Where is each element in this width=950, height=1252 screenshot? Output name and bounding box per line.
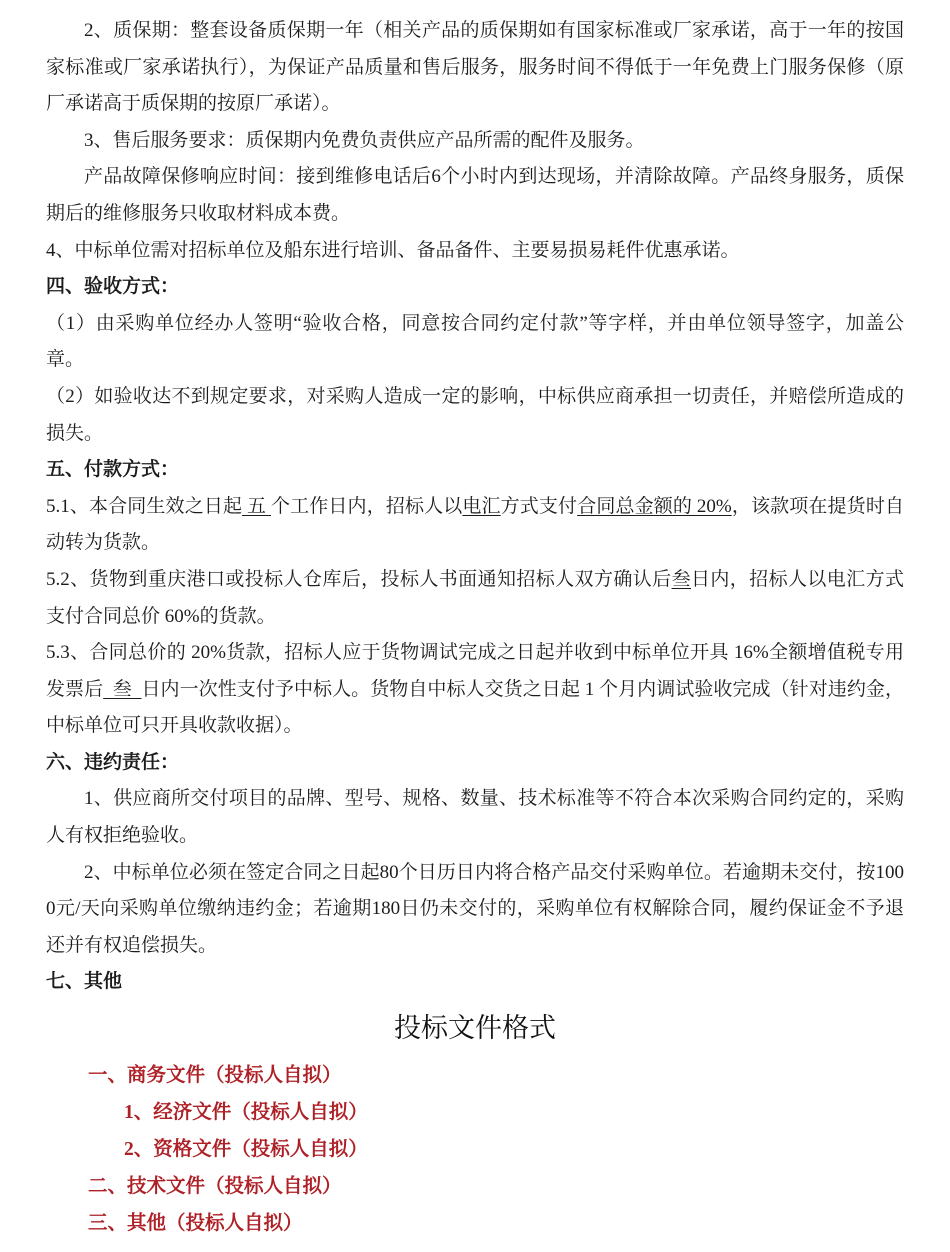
clause-acceptance-2: （2）如验收达不到规定要求，对采购人造成一定的影响，中标供应商承担一切责任，并赔偿所造成的损失。 [46, 385, 904, 444]
heading-payment-method: 五、付款方式： [46, 459, 180, 481]
bid-document-format-title: 投标文件格式 [394, 1013, 556, 1044]
clause-payment-5-1 [46, 489, 904, 562]
outline-item-technical-documents: 二、技术文件（投标人自拟） [88, 1176, 342, 1198]
clause-warranty-period: 2、质保期：整套设备质保期一年（相关产品的质保期如有国家标准或厂家承诺，高于一年的按国家标准或厂家承诺执行），为保证产品质量和售后服务，服务时间不得低于一年免费上门服务保修（原厂承诺高于质保期的按原厂承诺）。 [46, 20, 904, 115]
clause-acceptance-1: （1）由采购单位经办人签明“验收合格，同意按合同约定付款”等字样，并由单位领导签字，加盖公章。 [46, 312, 904, 371]
heading-breach-liability: 六、违约责任： [46, 751, 180, 773]
clause-breach-2: 2、中标单位必须在签定合同之日起80个日历日内将合格产品交付采购单位。若逾期未交付，按1000元/天向采购单位缴纳违约金；若逾期180日仍未交付的，采购单位有权解除合同，履约保证金不予退还并有权追偿损失。 [46, 861, 904, 956]
payment-5-1-text: 方式支付 [500, 495, 578, 517]
outline-item-qualification-documents: 2、资格文件（投标人自拟） [124, 1139, 368, 1161]
clause-training-commitment: 4、中标单位需对招标单位及船东进行培训、备品备件、主要易损易耗件优惠承诺。 [46, 239, 740, 261]
clause-breach-1: 1、供应商所交付项目的品牌、型号、规格、数量、技术标准等不符合本次采购合同约定的，采购人有权拒绝验收。 [46, 788, 904, 847]
payment-5-3-blank-days: 叁 [103, 678, 142, 700]
payment-5-1-text: ，该款项在提货时自动转为货款。 [46, 495, 904, 554]
payment-5-3-text: 5.3、合同总价的 20%货款，招标人应于货物调试完成之日起并收到中标单位开具 16%全额增值税专用发票后 [46, 642, 904, 700]
payment-5-2-blank-days: 叁 [671, 568, 691, 590]
payment-5-1-text: 个工作日内，招标人以 [271, 495, 463, 517]
outline-item-other: 三、其他（投标人自拟） [88, 1213, 303, 1235]
payment-5-1-text: 5.1、本合同生效之日起 [46, 495, 243, 517]
clause-after-sales-requirement: 3、售后服务要求：质保期内免费负责供应产品所需的配件及服务。 [84, 129, 645, 151]
payment-5-2-text: 日内，招标人以电汇方式支付合同总价 60%的货款。 [46, 568, 904, 627]
heading-acceptance-method: 四、验收方式： [46, 276, 180, 298]
clause-fault-response-time: 产品故障保修响应时间：接到维修电话后6个小时内到达现场，并清除故障。产品终身服务，质保期后的维修服务只收取材料成本费。 [46, 166, 904, 224]
heading-other: 七、其他 [46, 971, 123, 993]
outline-item-business-documents: 一、商务文件（投标人自拟） [88, 1065, 342, 1087]
payment-5-2-text: 5.2、货物到重庆港口或投标人仓库后，投标人书面通知招标人双方确认后 [46, 568, 672, 590]
payment-5-1-blank-days: 五 [242, 495, 272, 517]
payment-5-1-percent: 合同总金额的 20% [577, 495, 732, 517]
payment-5-3-text: 日内一次性支付予中标人。货物自中标人交货之日起 1 个月内调试验收完成（针对违约金，中标单位可只开具收款收据）。 [46, 678, 904, 737]
bid-format-outline [46, 1057, 904, 1242]
clause-payment-5-3 [46, 635, 904, 745]
outline-item-economic-documents: 1、经济文件（投标人自拟） [124, 1102, 368, 1124]
payment-5-1-wire-transfer: 电汇 [462, 495, 501, 517]
clause-payment-5-2 [46, 562, 904, 635]
